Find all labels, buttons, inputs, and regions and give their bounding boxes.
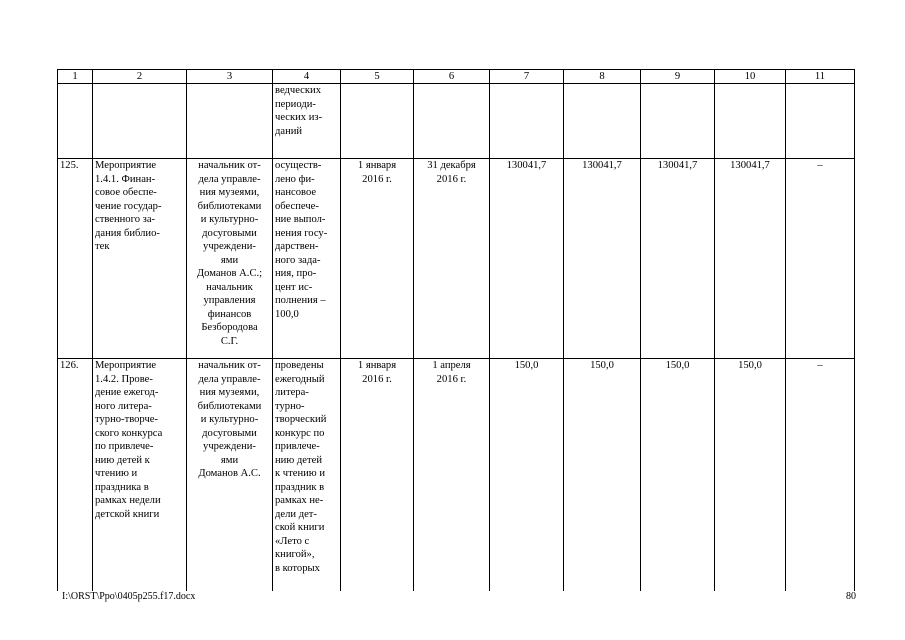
result-cell: осуществ- лено фи- нансовое обеспече- ние выпол- нения госу- дарствен- ного зада- ния, про- цент ис- полнения – 100,0 (273, 159, 341, 359)
start-date-cell: 1 января 2016 г. (341, 159, 414, 359)
event-cell (93, 84, 187, 159)
result-cell: ведческих периоди- ческих из- даний (273, 84, 341, 159)
column-number: 9 (641, 70, 715, 84)
end-date-cell (414, 84, 490, 159)
result-cell: проведены ежегодный литера- турно- творческий конкурс по привлече- нию детей к чтению и праздник в рамках не- дели дет- ской книги «Лето с книгой», в которых (273, 359, 341, 592)
column-number: 7 (490, 70, 564, 84)
column-number-row (58, 70, 855, 84)
column-number: 3 (187, 70, 273, 84)
table-row (58, 359, 855, 592)
amount-cell: – (786, 159, 855, 359)
event-cell: Мероприятие 1.4.2. Прове- дение ежегод- ного литера- турно-творче- ского конкурса по привлече- нию детей к чтению и праздника в рамках недели детской книги (93, 359, 187, 592)
amount-cell (786, 84, 855, 159)
amount-cell (641, 84, 715, 159)
responsible-cell: начальник от- дела управле- ния музеями, библиотеками и культурно- досуговыми учреждени- ями Доманов А.С.; начальник управления финансов Безбородова С.Г. (187, 159, 273, 359)
row-number: 125. (58, 159, 93, 359)
amount-cell: – (786, 359, 855, 592)
table-row (58, 84, 855, 159)
column-number: 11 (786, 70, 855, 84)
end-date-cell: 1 апреля 2016 г. (414, 359, 490, 592)
responsible-cell: начальник от- дела управле- ния музеями, библиотеками и культурно- досуговыми учреждени- ями Доманов А.С. (187, 359, 273, 592)
amount-cell: 130041,7 (490, 159, 564, 359)
column-number: 4 (273, 70, 341, 84)
column-number: 10 (715, 70, 786, 84)
column-number: 8 (564, 70, 641, 84)
amount-cell (715, 84, 786, 159)
amount-cell: 150,0 (564, 359, 641, 592)
plan-table (57, 69, 855, 591)
amount-cell: 130041,7 (564, 159, 641, 359)
end-date-cell: 31 декабря 2016 г. (414, 159, 490, 359)
column-number: 2 (93, 70, 187, 84)
amount-cell (564, 84, 641, 159)
column-number: 5 (341, 70, 414, 84)
amount-cell: 130041,7 (641, 159, 715, 359)
column-number: 6 (414, 70, 490, 84)
event-cell: Мероприятие 1.4.1. Финан- совое обеспе- чение государ- ственного за- дания библио- тек (93, 159, 187, 359)
table-row (58, 159, 855, 359)
page-number: 80 (846, 591, 856, 602)
responsible-cell (187, 84, 273, 159)
amount-cell (490, 84, 564, 159)
start-date-cell (341, 84, 414, 159)
column-number: 1 (58, 70, 93, 84)
row-number (58, 84, 93, 159)
row-number: 126. (58, 359, 93, 592)
amount-cell: 130041,7 (715, 159, 786, 359)
start-date-cell: 1 января 2016 г. (341, 359, 414, 592)
amount-cell: 150,0 (715, 359, 786, 592)
amount-cell: 150,0 (641, 359, 715, 592)
footer-file-path: I:\ORST\Ppo\0405p255.f17.docx (62, 591, 196, 602)
amount-cell: 150,0 (490, 359, 564, 592)
